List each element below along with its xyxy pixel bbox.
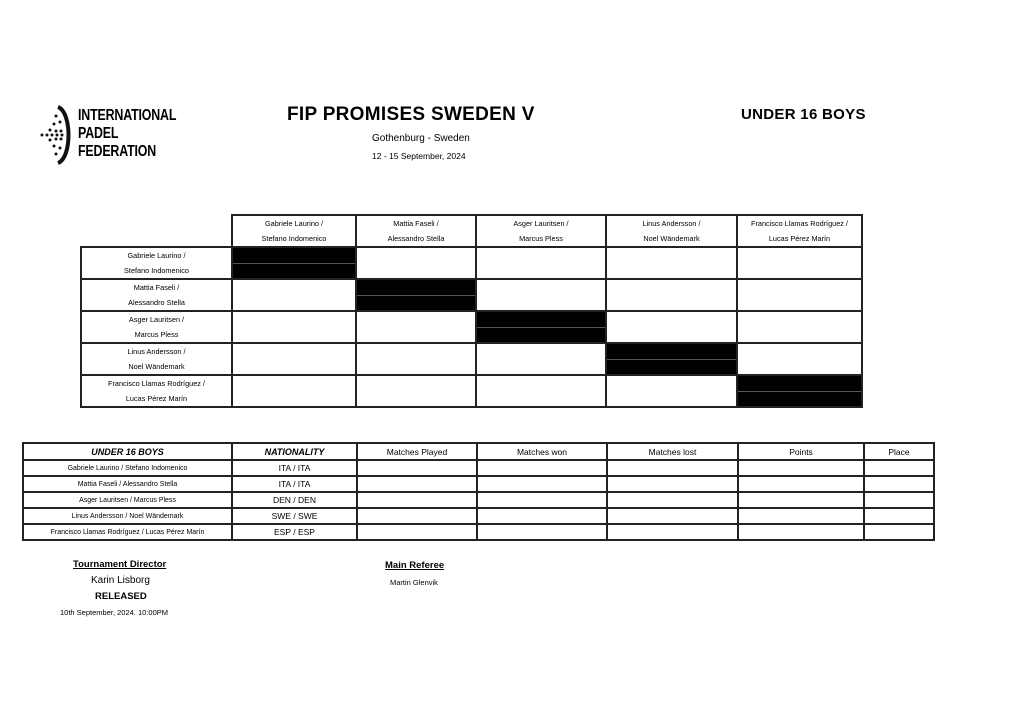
- standings-header-lost: Matches lost: [607, 443, 738, 460]
- standings-nationality: SWE / SWE: [232, 508, 357, 524]
- referee-label: Main Referee: [385, 560, 445, 571]
- standings-cell[interactable]: [357, 508, 477, 524]
- standings-row: [23, 460, 934, 476]
- standings-team: Mattia Faseli / Alessandro Stella: [23, 476, 232, 492]
- standings-header-category: UNDER 16 BOYS: [23, 443, 232, 460]
- grid-result-cell[interactable]: [356, 375, 476, 407]
- standings-cell[interactable]: [864, 508, 934, 524]
- standings-row: [23, 524, 934, 540]
- grid-row-team-4: [81, 343, 862, 375]
- standings-cell[interactable]: [477, 524, 607, 540]
- grid-row-team-5: [81, 375, 862, 407]
- standings-cell[interactable]: [607, 476, 738, 492]
- grid-row-team-1: [81, 247, 862, 279]
- standings-cell[interactable]: [738, 508, 864, 524]
- grid-result-cell[interactable]: [356, 247, 476, 279]
- standings-nationality: ITA / ITA: [232, 476, 357, 492]
- category-title: UNDER 16 BOYS: [741, 106, 866, 123]
- director-name: Karin Lisborg: [91, 575, 150, 586]
- grid-result-cell[interactable]: [356, 311, 476, 343]
- standings-team: Gabriele Laurino / Stefano Indomenico: [23, 460, 232, 476]
- grid-result-cell[interactable]: [476, 279, 606, 311]
- grid-col-team-2: Mattia Faseli / Alessandro Stella: [356, 215, 476, 247]
- release-date: 10th September, 2024. 10:00PM: [60, 608, 168, 617]
- grid-col-team-4: Linus Andersson / Noel Wändemark: [606, 215, 737, 247]
- standings-table: [22, 442, 935, 541]
- grid-blocked-cell: [476, 311, 606, 343]
- grid-result-cell[interactable]: [737, 279, 862, 311]
- standings-cell[interactable]: [477, 508, 607, 524]
- grid-result-cell[interactable]: [606, 375, 737, 407]
- grid-row-label: Asger Lauritsen / Marcus Pless: [81, 311, 232, 343]
- grid-result-cell[interactable]: [737, 311, 862, 343]
- standings-cell[interactable]: [357, 476, 477, 492]
- grid-row-label: Francisco Llamas Rodríguez / Lucas Pérez Marín: [81, 375, 232, 407]
- grid-result-cell[interactable]: [606, 311, 737, 343]
- standings-cell[interactable]: [477, 476, 607, 492]
- tournament-title: FIP PROMISES SWEDEN V: [287, 104, 535, 125]
- standings-cell[interactable]: [357, 460, 477, 476]
- standings-cell[interactable]: [864, 476, 934, 492]
- tournament-location: Gothenburg - Sweden: [372, 133, 470, 144]
- director-label: Tournament Director: [73, 559, 167, 570]
- standings-cell[interactable]: [477, 492, 607, 508]
- standings-cell[interactable]: [607, 524, 738, 540]
- logo-line-3: FEDERATION: [78, 143, 157, 160]
- grid-result-cell[interactable]: [606, 279, 737, 311]
- grid-corner: [81, 215, 232, 247]
- grid-blocked-cell: [606, 343, 737, 375]
- referee-name: Martin Glenvik: [390, 578, 438, 587]
- standings-cell[interactable]: [864, 460, 934, 476]
- grid-blocked-cell: [737, 375, 862, 407]
- standings-nationality: ITA / ITA: [232, 460, 357, 476]
- grid-result-cell[interactable]: [476, 247, 606, 279]
- standings-team: Asger Lauritsen / Marcus Pless: [23, 492, 232, 508]
- grid-result-cell[interactable]: [232, 311, 356, 343]
- grid-result-cell[interactable]: [232, 343, 356, 375]
- logo-line-2: PADEL: [78, 125, 119, 142]
- grid-row-team-3: [81, 311, 862, 343]
- standings-cell[interactable]: [357, 492, 477, 508]
- tournament-dates: 12 - 15 September, 2024: [372, 151, 466, 161]
- grid-col-team-1: Gabriele Laurino / Stefano Indomenico: [232, 215, 356, 247]
- standings-cell[interactable]: [864, 524, 934, 540]
- grid-row-label: Linus Andersson / Noel Wändemark: [81, 343, 232, 375]
- standings-header-place: Place: [864, 443, 934, 460]
- logo-line-1: INTERNATIONAL: [78, 107, 177, 124]
- standings-cell[interactable]: [738, 524, 864, 540]
- grid-result-cell[interactable]: [476, 343, 606, 375]
- standings-cell[interactable]: [864, 492, 934, 508]
- grid-result-cell[interactable]: [232, 375, 356, 407]
- grid-row-label: Gabriele Laurino / Stefano Indomenico: [81, 247, 232, 279]
- standings-cell[interactable]: [477, 460, 607, 476]
- grid-col-team-3: Asger Lauritsen / Marcus Pless: [476, 215, 606, 247]
- standings-team: Linus Andersson / Noel Wändemark: [23, 508, 232, 524]
- standings-header-played: Matches Played: [357, 443, 477, 460]
- standings-row: [23, 492, 934, 508]
- standings-nationality: ESP / ESP: [232, 524, 357, 540]
- standings-header-row: [23, 443, 934, 460]
- fip-logo: [36, 104, 176, 166]
- grid-blocked-cell: [232, 247, 356, 279]
- grid-col-team-5: Francisco Llamas Rodríguez / Lucas Pérez Marín: [737, 215, 862, 247]
- standings-header-won: Matches won: [477, 443, 607, 460]
- standings-cell[interactable]: [738, 492, 864, 508]
- standings-team: Francisco Llamas Rodríguez / Lucas Pérez Marín: [23, 524, 232, 540]
- grid-row-label: Mattia Faseli / Alessandro Stella: [81, 279, 232, 311]
- grid-result-cell[interactable]: [606, 247, 737, 279]
- standings-cell[interactable]: [738, 460, 864, 476]
- round-robin-grid: [80, 214, 863, 408]
- grid-result-cell[interactable]: [737, 247, 862, 279]
- standings-nationality: DEN / DEN: [232, 492, 357, 508]
- standings-row: [23, 476, 934, 492]
- grid-result-cell[interactable]: [476, 375, 606, 407]
- standings-cell[interactable]: [357, 524, 477, 540]
- grid-blocked-cell: [356, 279, 476, 311]
- standings-cell[interactable]: [607, 460, 738, 476]
- standings-header-points: Points: [738, 443, 864, 460]
- standings-cell[interactable]: [607, 492, 738, 508]
- standings-row: [23, 508, 934, 524]
- padel-logo-icon: [36, 104, 76, 166]
- grid-header-row: [81, 215, 862, 247]
- grid-row-team-2: [81, 279, 862, 311]
- standings-header-nationality: NATIONALITY: [232, 443, 357, 460]
- released-label: RELEASED: [95, 591, 147, 602]
- grid-result-cell[interactable]: [356, 343, 476, 375]
- grid-result-cell[interactable]: [232, 279, 356, 311]
- grid-result-cell[interactable]: [737, 343, 862, 375]
- standings-cell[interactable]: [607, 508, 738, 524]
- standings-cell[interactable]: [738, 476, 864, 492]
